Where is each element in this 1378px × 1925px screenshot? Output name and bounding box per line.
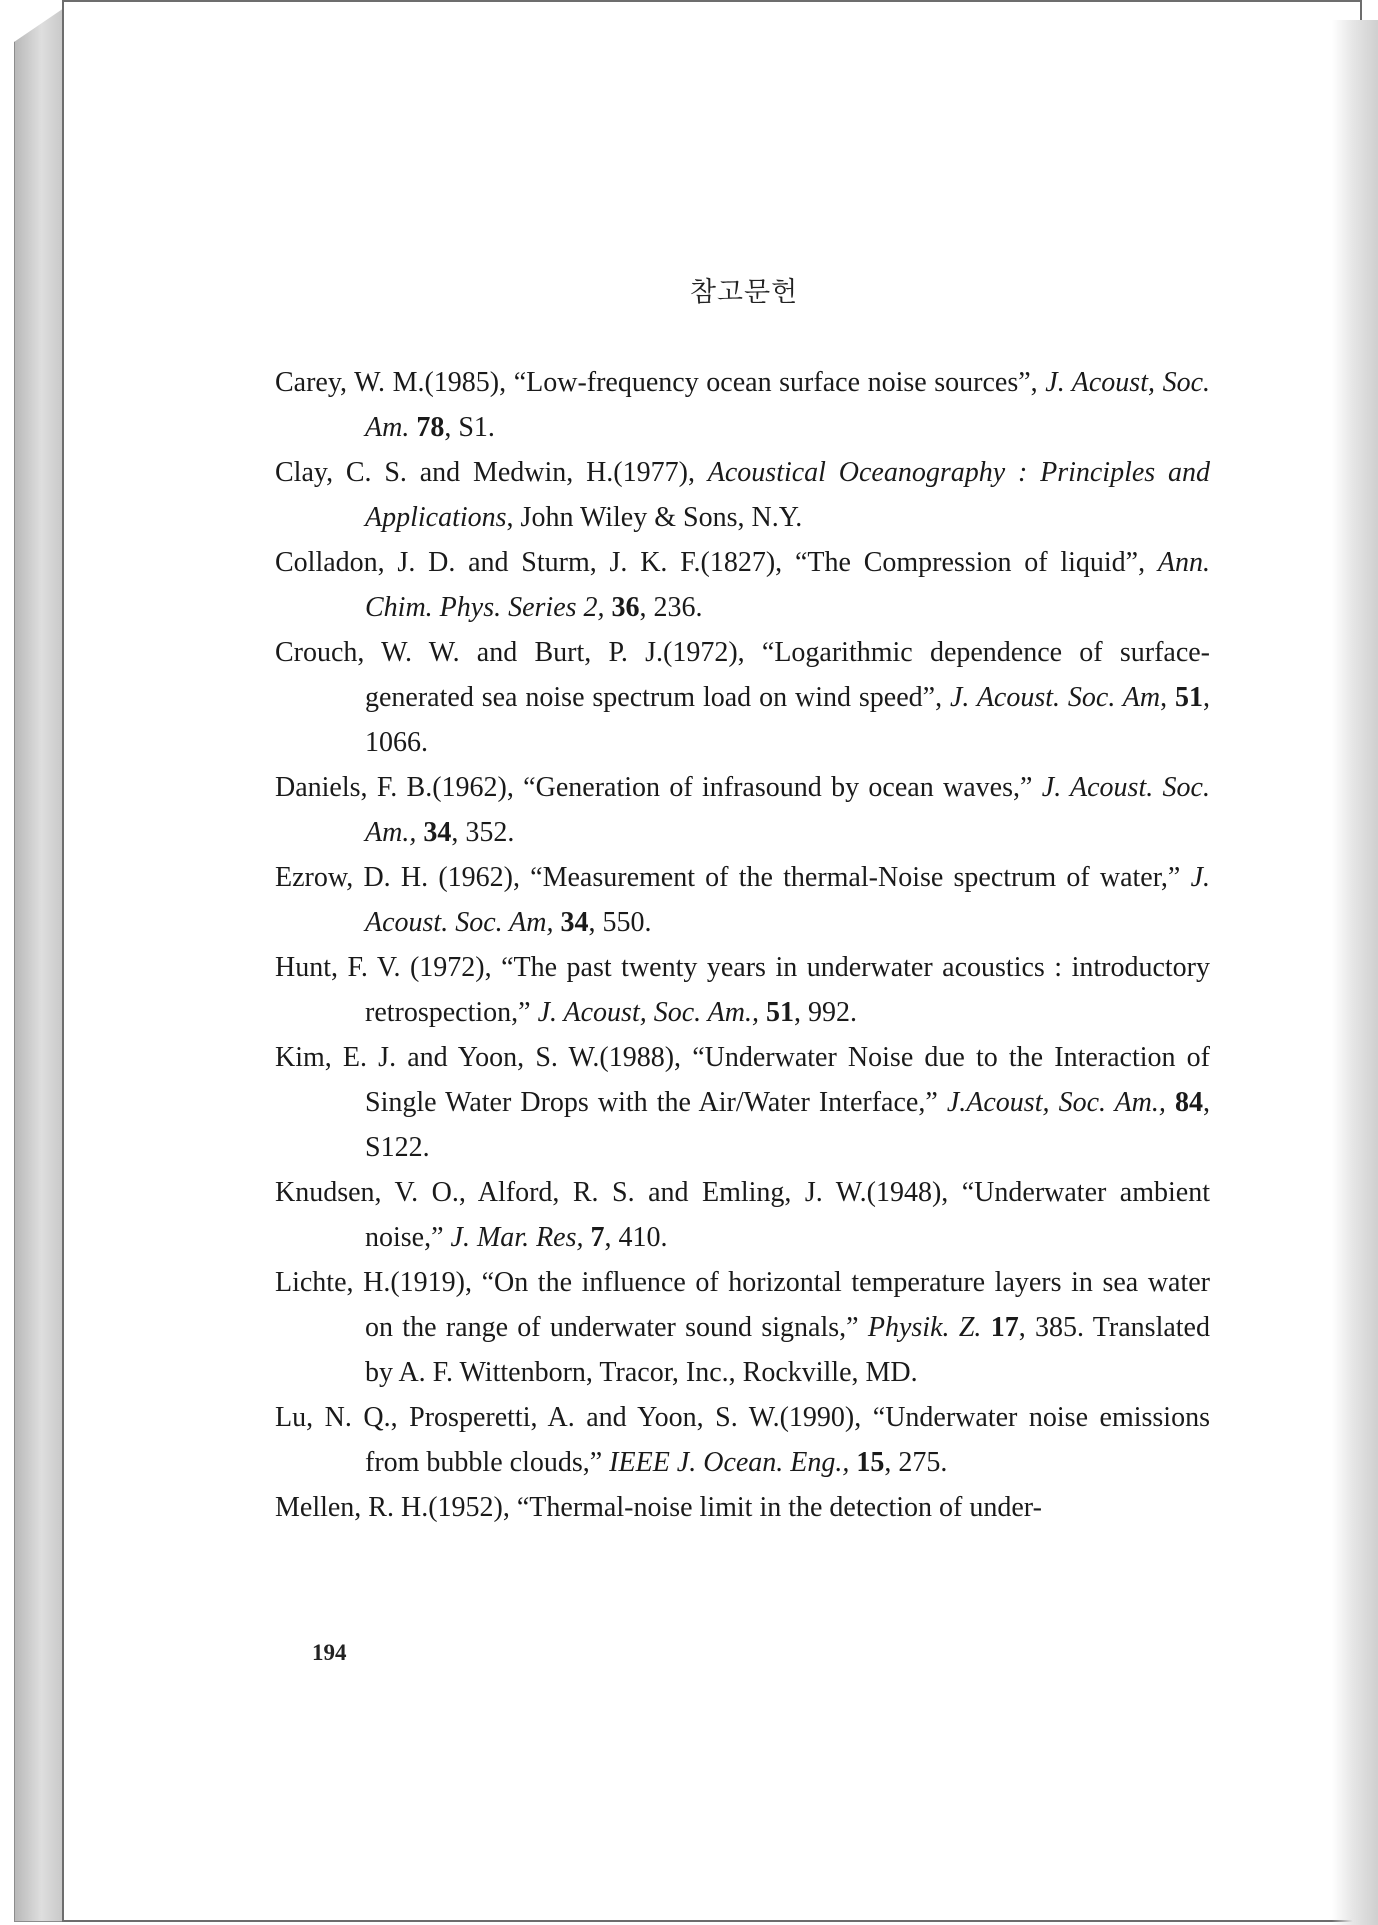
reference-entry [275, 540, 1210, 630]
reference-text: Mellen, R. H.(1952), “Thermal-noise limit in the detection of under- [275, 1492, 1042, 1523]
reference-entry [275, 450, 1210, 540]
reference-pages: , 992. [793, 997, 857, 1028]
reference-journal: J. Acoust. Soc. Am, [365, 862, 1210, 938]
reference-entry [275, 1395, 1210, 1485]
reference-pages: , 410. [604, 1222, 668, 1253]
reference-text: Knudsen, V. O., Alford, R. S. and Emling, J. W.(1948), “Underwater ambient noise,” [275, 1177, 1210, 1253]
reference-volume: 51 [765, 997, 794, 1028]
reference-entry: Crouch, W. W. and Burt, P. J.(1972), “Logarithmic dependence of surface-generated sea noise spectrum load on wind speed”, J. Acoust. Soc. Am, 51, 1066. [275, 637, 1211, 758]
reference-entry [275, 1485, 1210, 1530]
reference-journal: J. Acoust. Soc. Am., [365, 772, 1210, 848]
reference-entry [275, 1170, 1210, 1260]
reference-volume: 17 [990, 1312, 1019, 1343]
reference-pages: , 352. [451, 817, 515, 848]
reference-text: Lu, N. Q., Prosperetti, A. and Yoon, S. W.(1990), “Underwater noise emissions from bubble clouds,” [275, 1402, 1210, 1478]
reference-journal: IEEE J. Ocean. Eng., [609, 1447, 850, 1478]
reference-entry [275, 1035, 1210, 1170]
page-heading: 참고문헌 [689, 277, 799, 308]
reference-volume: 7 [590, 1222, 605, 1253]
reference-journal: J. Acoust, Soc. Am., [537, 997, 759, 1028]
reference-volume: 15 [856, 1447, 885, 1478]
reference-volume: 84 [1175, 1087, 1203, 1118]
reference-journal: Ann. Chim. Phys. Series 2, [365, 547, 1210, 623]
reference-volume: 78 [416, 412, 445, 443]
reference-text: Lichte, H.(1919), “On the influence of horizontal temperature layers in sea water on the range of underwater sound signals,” [275, 1267, 1210, 1343]
reference-entry [275, 855, 1210, 945]
reference-pages: , 275. [884, 1447, 948, 1478]
reference-pages: , John Wiley & Sons, N.Y. [506, 502, 803, 533]
reference-text: Kim, E. J. and Yoon, S. W.(1988), “Underwater Noise due to the Interaction of Single Water Drops with the Air/Water Interface,” [275, 1042, 1210, 1118]
reference-volume: 36 [611, 592, 640, 623]
reference-pages: , 385. Translated by A. F. Wittenborn, Tracor, Inc., Rockville, MD. [365, 1312, 1210, 1388]
reference-text: Daniels, F. B.(1962), “Generation of infrasound by ocean waves,” [275, 772, 1042, 803]
reference-volume: 34 [560, 907, 589, 938]
reference-pages: , 550. [588, 907, 652, 938]
reference-journal: Acoustical Oceanography : Principles and Applications [365, 457, 1210, 533]
reference-journal: J. Acoust. Soc. Am [949, 682, 1161, 713]
reference-pages: , 1066. [365, 682, 1211, 758]
reference-entry [275, 765, 1210, 855]
reference-text: Crouch, W. W. and Burt, P. J.(1972), “Logarithmic dependence of surface-generated sea noise spectrum load on wind speed”, [275, 637, 1210, 713]
reference-list [275, 360, 1210, 1530]
reference-text: Ezrow, D. H. (1962), “Measurement of the thermal-Noise spectrum of water,” [275, 862, 1191, 893]
reference-journal: J.Acoust, Soc. Am., [946, 1087, 1166, 1118]
reference-text: Clay, C. S. and Medwin, H.(1977), [275, 457, 708, 488]
reference-text: Hunt, F. V. (1972), “The past twenty years in underwater acoustics : introductory retrospection,” [275, 952, 1210, 1028]
reference-pages: , 236. [639, 592, 703, 623]
reference-volume: 51 [1175, 682, 1204, 713]
reference-entry [275, 945, 1210, 1035]
reference-entry [275, 360, 1210, 450]
reference-journal: Physik. Z. [867, 1312, 982, 1343]
reference-journal: J. Mar. Res, [450, 1222, 584, 1253]
reference-pages: , S1. [444, 412, 495, 443]
reference-text: Colladon, J. D. and Sturm, J. K. F.(1827), “The Compression of liquid”, [275, 547, 1158, 578]
reference-entry [275, 1260, 1210, 1395]
reference-journal: J. Acoust, Soc. Am. [365, 367, 1210, 443]
reference-pages: , S122. [365, 1087, 1210, 1163]
page-number: 194 [312, 1640, 347, 1665]
reference-text: Carey, W. M.(1985), “Low-frequency ocean surface noise sources”, [275, 367, 1046, 398]
reference-volume: 34 [423, 817, 452, 848]
